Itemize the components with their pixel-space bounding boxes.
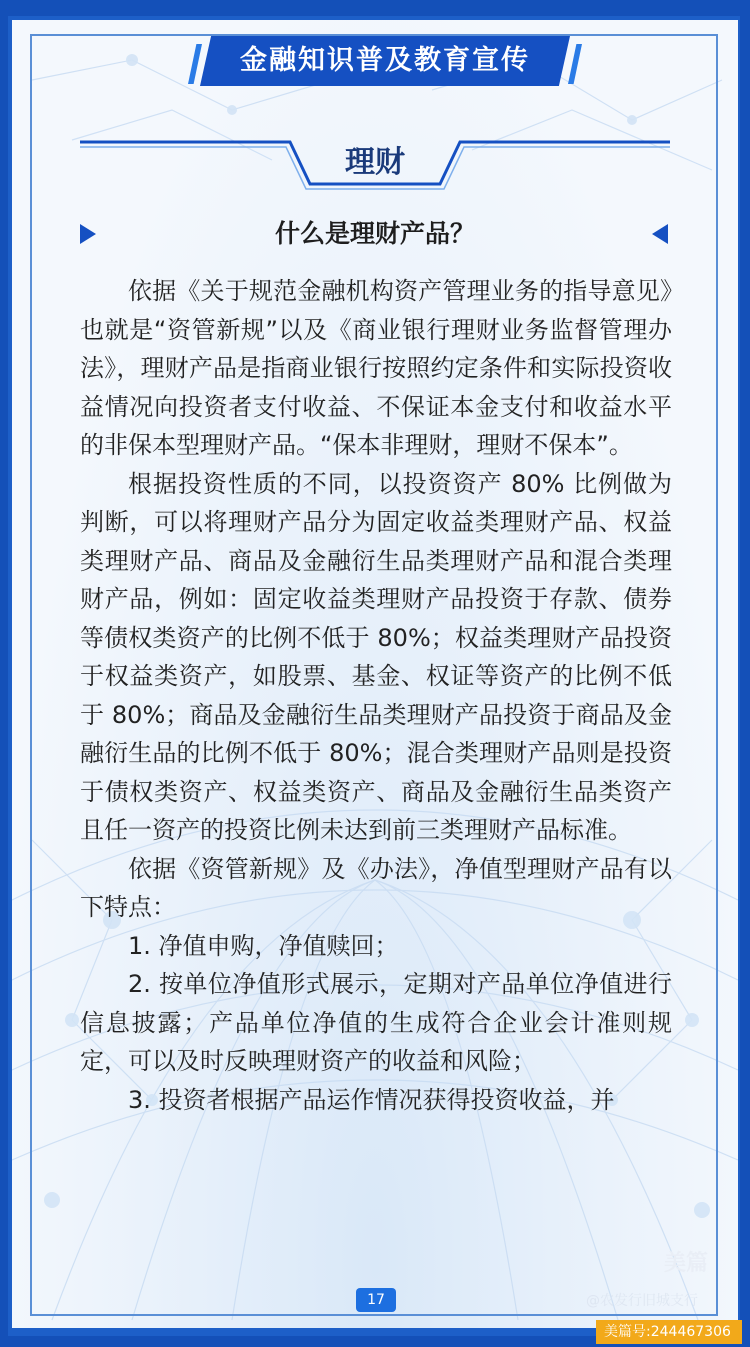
- paragraph: 依据《关于规范金融机构资产管理业务的指导意见》也就是“资管新规”以及《商业银行理财业务监督管理办法》，理财产品是指商业银行按照约定条件和实际投资收益情况向投资者支付收益、不保证本金支付和收益水平的非保本型理财产品。“保本非理财，理财不保本”。: [80, 277, 672, 459]
- section-title: 理财: [345, 145, 405, 180]
- watermark-logo: 美篇: [664, 1251, 709, 1276]
- triangle-right-icon: [80, 224, 96, 244]
- poster-page: [12, 20, 738, 1328]
- paragraph: 根据投资性质的不同，以投资资产 80% 比例做为判断，可以将理财产品分为固定收益类理财产品、权益类理财产品、商品及金融衍生品类理财产品和混合类理财产品，例如：固定收益类理财产品投资于存款、债券等债权类资产的比例不低于 80%；权益类理财产品投资于权益类资产，如股票、基金、权证等资产的比例不低于 80%；商品及金融衍生品类理财产品投资于商品及金融衍生品的比例不低于 80%；混合类理财产品则是投资于债权类资产、权益类资产、商品及金融衍生品类资产且任一资产的投资比例未达到前三类理财产品标准。: [80, 469, 672, 844]
- header-banner-title: 金融知识普及教育宣传: [240, 45, 530, 76]
- list-item: 1. 净值申购，净值赎回；: [128, 931, 399, 960]
- watermark-author: @农发行旧城支行: [586, 1293, 698, 1309]
- article-body: [80, 272, 672, 1119]
- page-number: 17: [356, 1288, 396, 1312]
- paragraph: 依据《资管新规》及《办法》，净值型理财产品有以下特点：: [80, 854, 672, 921]
- list-item: 3. 投资者根据产品运作情况获得投资收益，并: [128, 1085, 615, 1114]
- triangle-left-icon: [652, 224, 668, 244]
- watermark-id-badge: 美篇号:244467306: [596, 1320, 742, 1344]
- list-item: 2. 按单位净值形式展示，定期对产品单位净值进行信息披露；产品单位净值的生成符合企业会计准则规定，可以及时反映理财资产的收益和风险；: [80, 970, 672, 1075]
- question-heading: 什么是理财产品？: [274, 219, 475, 248]
